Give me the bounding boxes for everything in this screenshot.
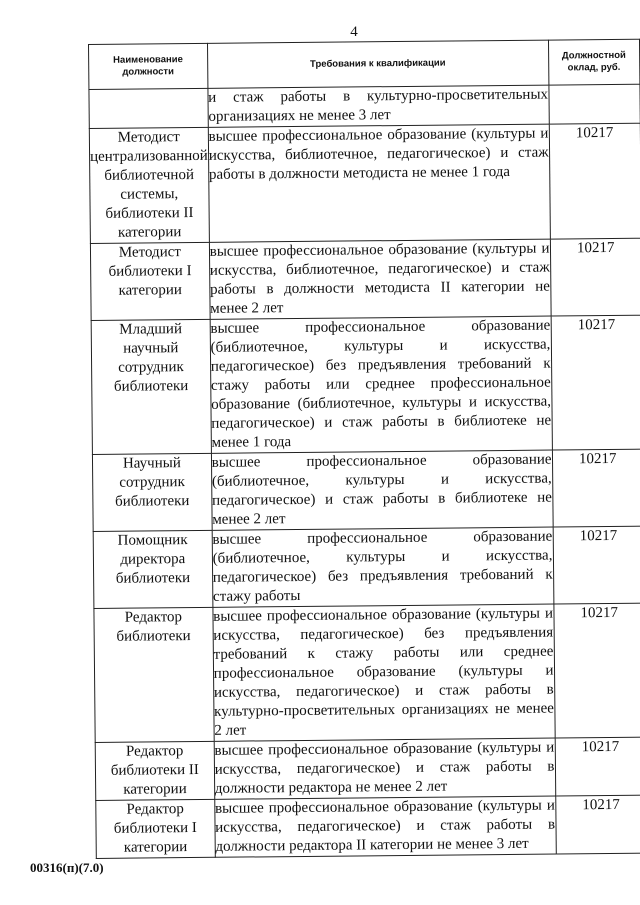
table-row: [93, 526, 640, 608]
table-row: [89, 123, 640, 243]
header-requirements: Требования к квалификации: [207, 40, 548, 88]
position-cell: Редактор библиотеки: [94, 607, 214, 742]
requirements-cell: высшее профессиональное образование (культуры и искусства, библиотечное, педагогическое) и стаж работы в должности методиста не менее 1 года: [208, 124, 550, 242]
position-cell: Методист централизованной библиотечной системы, библиотеки II категории: [89, 127, 209, 243]
header-position: Наименование должности: [89, 43, 208, 89]
table-row: [92, 449, 640, 531]
document-code: 00316(п)(7.0): [30, 860, 104, 875]
table-row: [96, 795, 640, 858]
position-cell: Помощник директора библиотеки: [93, 530, 212, 608]
salary-cell: 10217: [553, 603, 640, 738]
salary-cell: 10217: [555, 737, 640, 796]
table-row: [90, 238, 640, 320]
position-cell: Научный сотрудник библиотеки: [92, 453, 211, 531]
requirements-cell: высшее профессиональное образование (библиотечное, культуры и искусства, педагогическое) и стаж работы в библиотеке не менее 2 лет: [211, 450, 553, 530]
requirements-cell: высшее профессиональное образование (культуры и искусства, библиотечное, педагогическое) и стаж работы в должности методиста II категории не менее 2 лет: [209, 239, 551, 319]
position-cell: Редактор библиотеки II категории: [95, 741, 214, 800]
salary-cell: 10217: [549, 123, 640, 239]
salary-cell: 10217: [550, 238, 640, 316]
table-row: [89, 84, 640, 128]
table-row: [91, 315, 640, 454]
header-salary: Должностной оклад, руб.: [548, 39, 640, 85]
table-header-row: [89, 39, 640, 89]
requirements-cell: высшее профессиональное образование (культуры и искусства, педагогическое) без предъявления требований к стажу работы или среднее профессиональное образование (культуры и искусства, педагогическое) и стаж работы в культурно-просветительных организациях не менее 2 лет: [213, 604, 555, 741]
table-row: [94, 603, 640, 742]
table-row: [95, 737, 640, 800]
requirements-cell: высшее профессиональное образование (культуры и искусства, педагогическое) и стаж работы в должности редактора II категории не менее 3 лет: [214, 796, 555, 857]
salary-cell: [548, 84, 640, 124]
requirements-cell: высшее профессиональное образование (культуры и искусства, педагогическое) и стаж работы в должности редактора не менее 2 лет: [214, 738, 555, 799]
requirements-cell: высшее профессиональное образование (библиотечное, культуры и искусства, педагогическое) без предъявления требований к стажу работы: [212, 527, 554, 607]
position-cell: Младший научный сотрудник библиотеки: [91, 319, 211, 454]
position-cell: [89, 88, 208, 128]
salary-cell: 10217: [552, 449, 640, 527]
page-number: 4: [350, 24, 358, 40]
requirements-cell: и стаж работы в культурно-просветительных организациях не менее 3 лет: [208, 85, 549, 127]
qualification-table: [88, 39, 640, 859]
salary-cell: 10217: [555, 795, 640, 854]
position-cell: Методист библиотеки I категории: [90, 242, 209, 320]
requirements-cell: высшее профессиональное образование (библиотечное, культуры и искусства, педагогическое) без предъявления требований к стажу работы или среднее профессиональное образование (библиотечное, культуры и искусства, педагогическое) и стаж работы в библиотеке не менее 1 года: [210, 316, 552, 453]
position-cell: Редактор библиотеки I категории: [96, 799, 215, 858]
salary-cell: 10217: [553, 526, 640, 604]
salary-cell: 10217: [551, 315, 640, 450]
